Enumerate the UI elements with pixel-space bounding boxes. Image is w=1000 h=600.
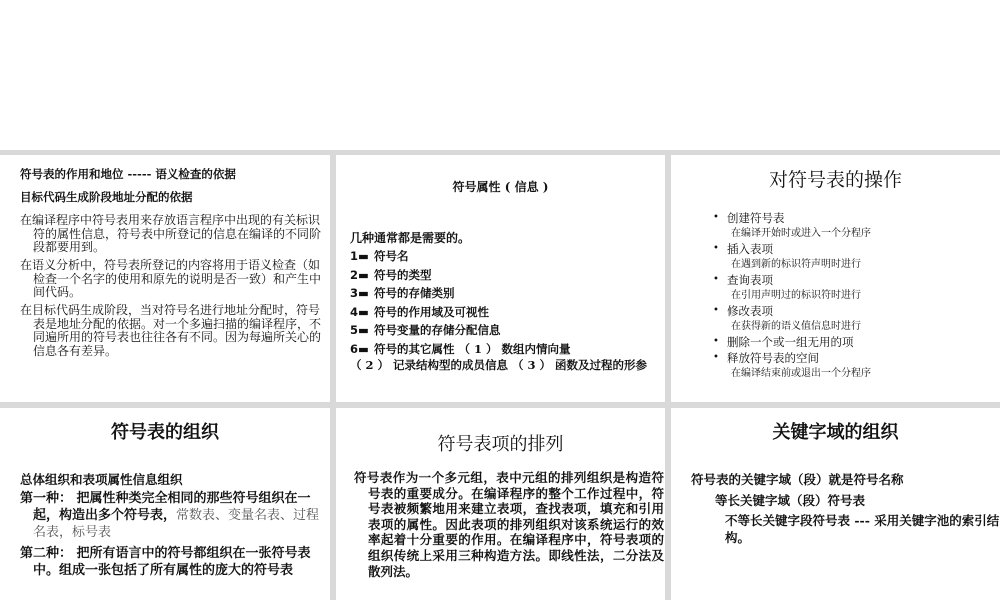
list-item: 6▬ 符号的其它属性 （ 1 ） 数组内情向量: [350, 341, 571, 356]
slide-symbol-table-organization: [0, 408, 330, 600]
list-item: • 修改表项 在获得新的语义值信息时进行: [713, 304, 861, 332]
role-paragraph-1: 在编译程序中符号表用来存放语言程序中出现的有关标识符的属性信息，符号表中所登记的信息在编译的不同阶段都要用到。: [20, 213, 322, 254]
operations-list: [713, 210, 871, 381]
arrangement-title: 符号表项的排列: [437, 434, 564, 455]
slide-entry-arrangement: [336, 408, 665, 600]
list-item: • 插入表项 在遇到新的标识符声明时进行: [713, 242, 861, 270]
list-item: • 删除一个或一组无用的项: [713, 335, 854, 349]
list-item: 1▬ 符号名: [350, 249, 409, 263]
organization-second-method: 第二种： 把所有语言中的符号都组织在一张符号表中。组成一张包括了所有属性的庞大的符号表: [20, 546, 311, 578]
slide-symbol-table-operations: [671, 155, 1000, 402]
bullet-icon: •: [713, 212, 719, 223]
bullet-icon: •: [713, 352, 719, 363]
list-item: • 查询表项 在引用声明过的标识符时进行: [713, 273, 861, 301]
role-line-1: 符号表的作用和地位 ----- 语义检查的依据: [20, 167, 236, 181]
slide-keyword-field-organization: [671, 408, 1000, 600]
attributes-list: [350, 247, 655, 358]
keyword-line-2: 等长关键字域（段）符号表: [715, 493, 866, 508]
list-item: 4▬ 符号的作用域及可视性: [350, 304, 489, 319]
bullet-icon: •: [713, 336, 719, 347]
slide-symbol-table-role: [0, 155, 330, 402]
keyword-line-1: 符号表的关键字域（段）就是符号名称: [691, 472, 904, 487]
list-item: 2▬ 符号的类型: [350, 267, 432, 282]
organization-first-method: 第一种： 把属性种类完全相同的那些符号组织在一起，构造出多个符号表，常数表、变量名表、过程名表，标号表: [20, 491, 320, 540]
keyword-title: 关键字域的组织: [772, 422, 899, 443]
keyword-line-3: 不等长关键字段符号表 --- 采用关键字池的索引结构。: [725, 513, 1000, 545]
list-item: 5▬ 符号变量的存储分配信息: [350, 323, 501, 337]
role-paragraph-3: 在目标代码生成阶段，当对符号名进行地址分配时，符号表是地址分配的依据。对一个多遍扫描的编译程序，不同遍所用的符号表也往往各有不同。因为每遍所关心的信息各有差异。: [20, 303, 322, 358]
list-item: 3▬ 符号的存储类别: [350, 286, 455, 300]
arrangement-paragraph: 符号表作为一个多元组，表中元组的排列组织是构造符号表的重要成分。在编译程序的整个工作过程中，符号表被频繁地用来建立表项，查找表项，填充和引用表项的属性。因此表项的排列组织对该系统运行的效率起着十分重要的作用。在编译程序中，符号表项的组织传统上采用三种构造方法。即线性法，二分法及散列法。: [354, 470, 664, 579]
organization-title: 符号表的组织: [111, 422, 219, 443]
attributes-heading: 符号属性 ( 信息 ): [452, 180, 549, 194]
role-line-2: 目标代码生成阶段地址分配的依据: [20, 190, 193, 204]
bullet-icon: •: [713, 243, 719, 254]
attributes-lead: 几种通常都是需要的。: [350, 231, 471, 245]
role-paragraph-2: 在语义分析中，符号表所登记的内容将用于语义检查（如检查一个名字的使用和原先的说明是否一致）和产生中间代码。: [20, 258, 322, 299]
attributes-continuation: （ 2 ） 记录结构型的成员信息 （ 3 ） 函数及过程的形参: [350, 358, 648, 372]
organization-lead: 总体组织和表项属性信息组织: [20, 472, 183, 487]
operations-title: 对符号表的操作: [768, 169, 902, 191]
list-item: • 释放符号表的空间 在编译结束前或退出一个分程序: [713, 351, 871, 379]
bullet-icon: •: [713, 305, 719, 316]
list-item: • 创建符号表 在编译开始时或进入一个分程序: [713, 211, 871, 239]
slide-symbol-attributes: [336, 155, 665, 402]
bullet-icon: •: [713, 274, 719, 285]
